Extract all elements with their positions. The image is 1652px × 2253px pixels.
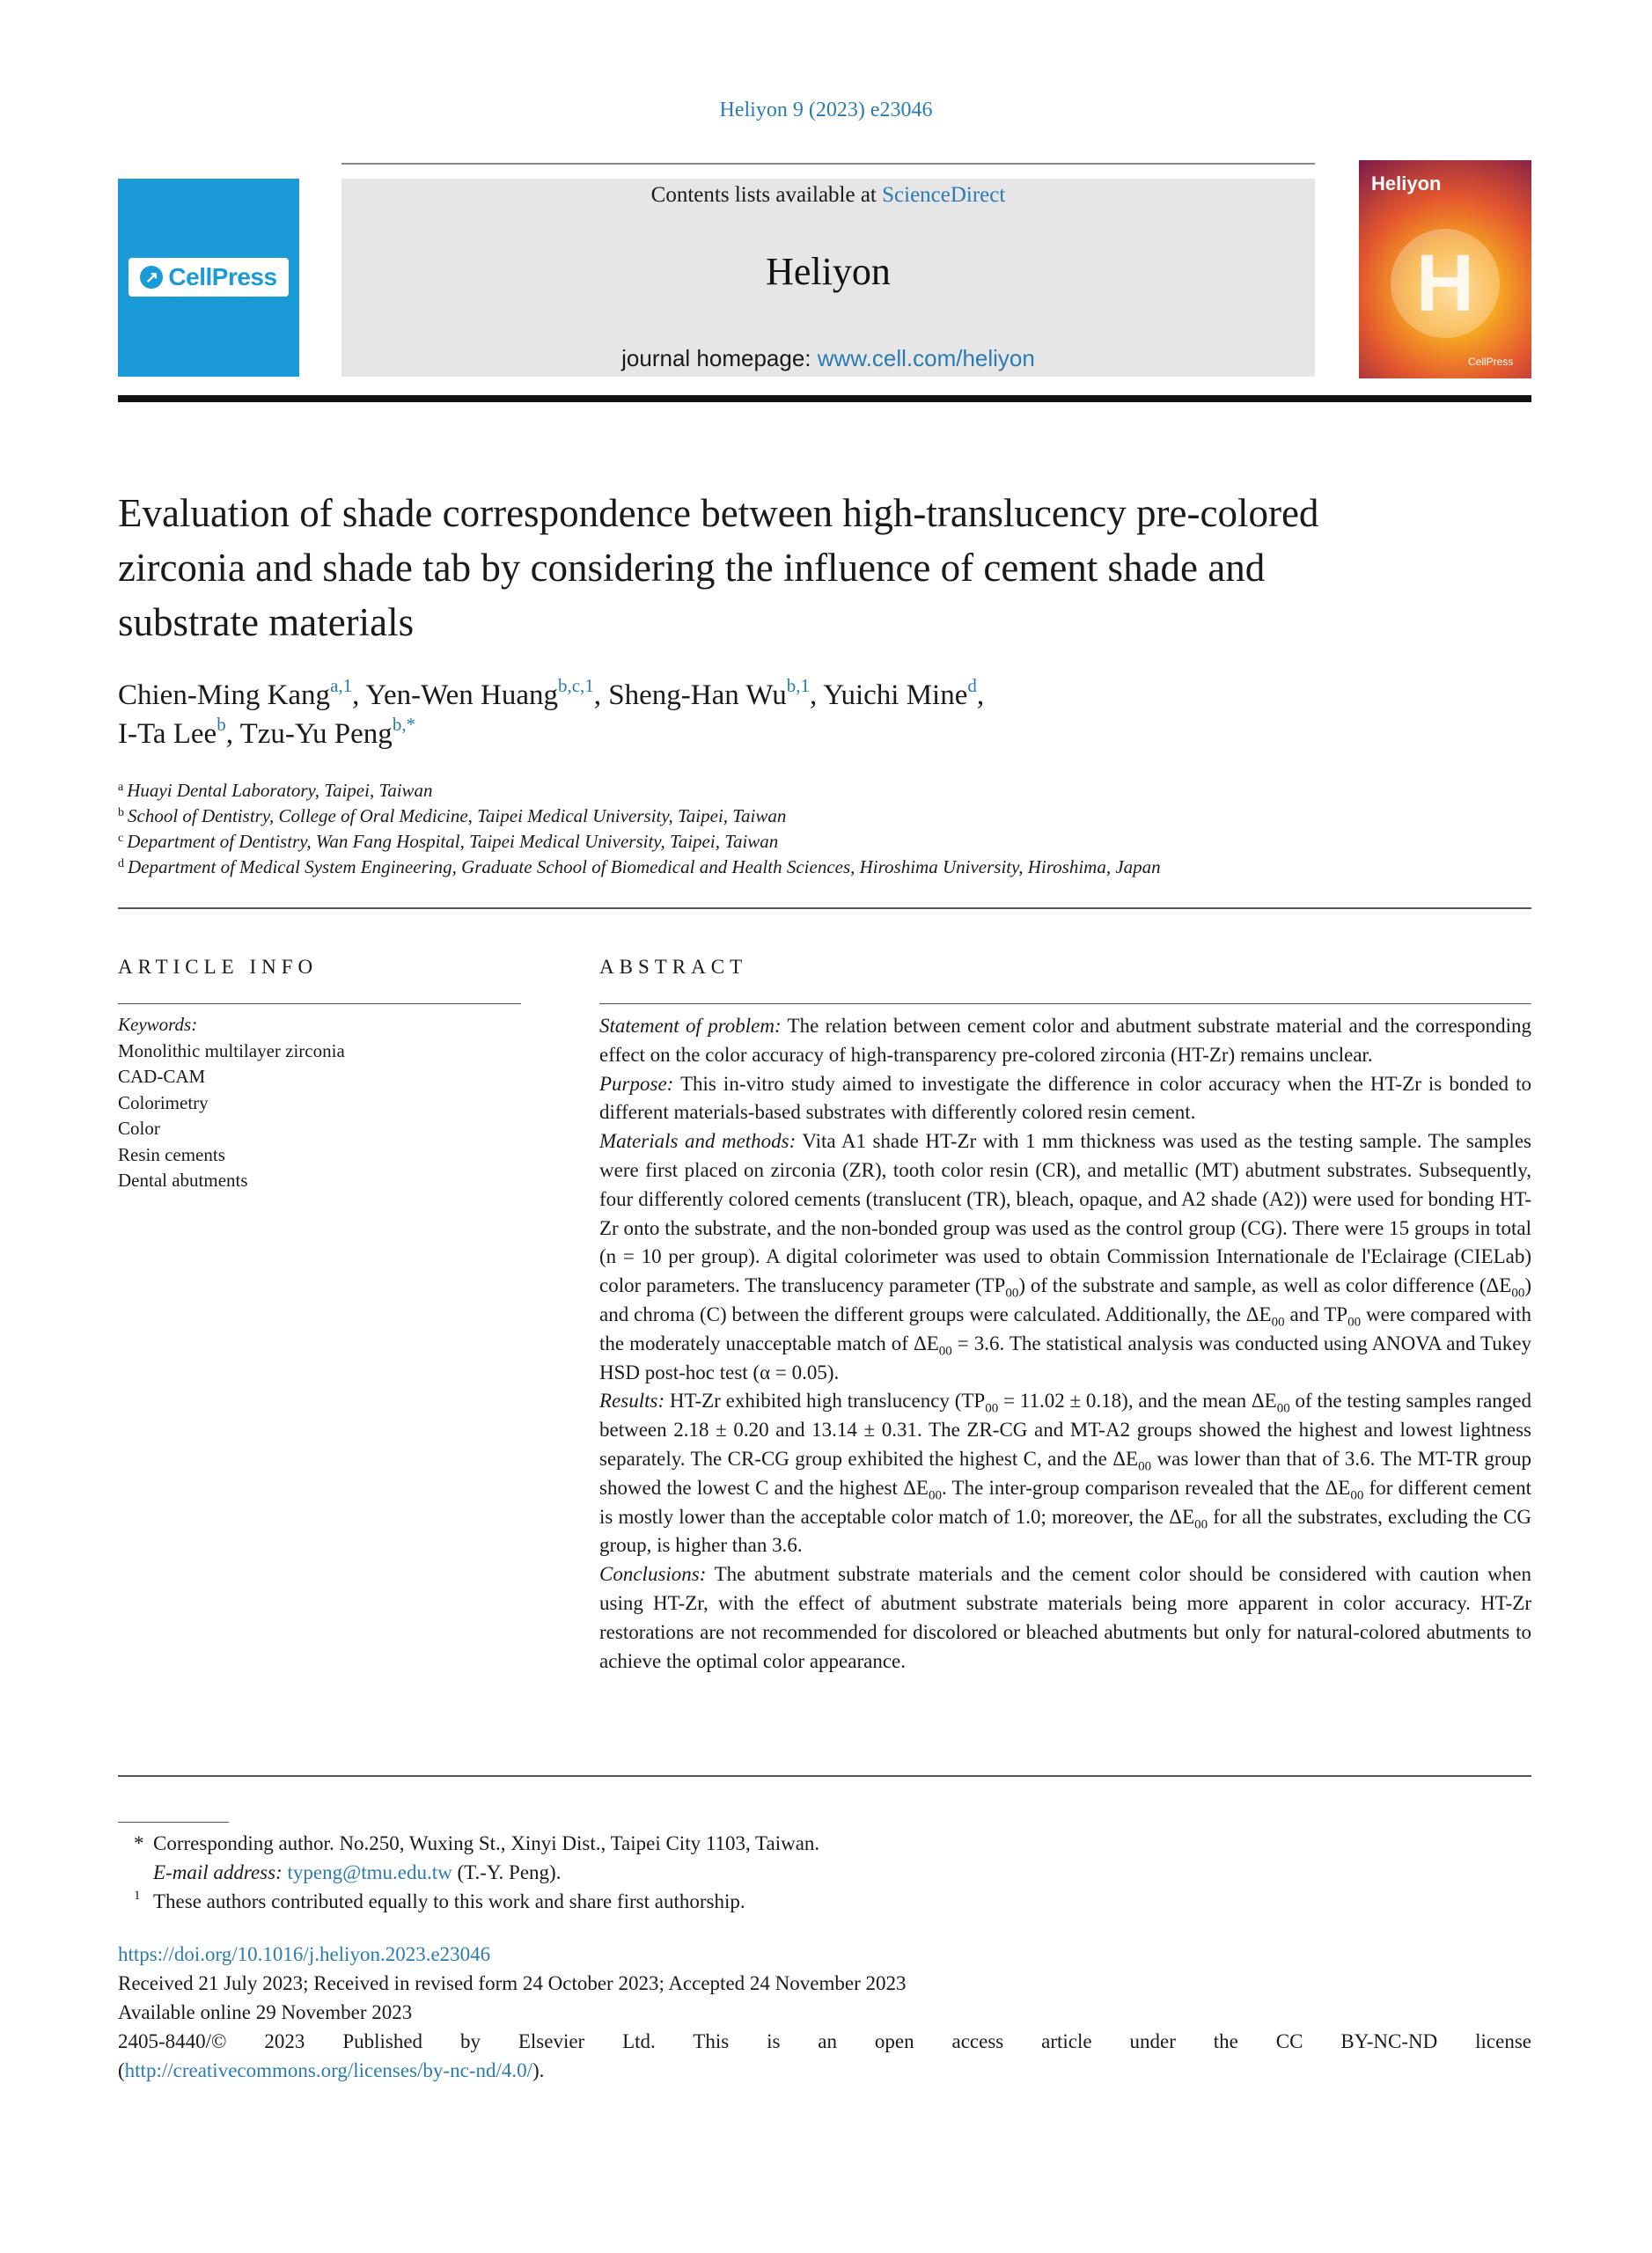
email-suffix: (T.-Y. Peng). bbox=[452, 1861, 562, 1883]
author-affiliation-mark[interactable]: b,1 bbox=[786, 675, 810, 696]
affiliation-list bbox=[118, 778, 1491, 880]
affiliation-item bbox=[118, 855, 1491, 880]
cover-h-emblem bbox=[1391, 229, 1500, 338]
author-affiliation-mark[interactable]: b,c,1 bbox=[557, 675, 594, 696]
author-name[interactable]: Yen-Wen Huang bbox=[365, 679, 558, 711]
affiliation-text: School of Dentistry, College of Oral Medicine, Taipei Medical University, Taipei, Taiwan bbox=[128, 805, 787, 826]
abstract-end-rule bbox=[118, 1775, 1531, 1777]
affiliation-item bbox=[118, 778, 1491, 804]
email-link[interactable]: typeng@tmu.edu.tw bbox=[287, 1861, 452, 1883]
abstract-paragraph bbox=[599, 1387, 1531, 1560]
keyword-item: Color bbox=[118, 1118, 160, 1139]
abstract-section-text: Vita A1 shade HT-Zr with 1 mm thickness was used as the testing sample. The samples were first placed on zirconia (ZR), tooth color resin (CR), and metallic (MT) abutment substrates. Subsequently, four differently colored cements (translucent (TR), bleach, opaque, and A2 shade (A2)) were used for bonding HT-Zr onto the substrate, and the non-bonded group was used as the control group (CG). There were 15 groups in total (n = 10 per group). A digital colorimeter was used to obtain Commission Internationale de l'Eclairage (CIELab) color parameters. The translucency parameter $(TP_{00})$ of the substrate and sample, as well as color difference $(\Delta E_{00})$ and chroma (C) between the different groups were calculated. Additionally, the $\Delta E_{00}$ and $TP_{00}$ were compared with the moderately unacceptable match of $\Delta E_{00} = 3.6$. The statistical analysis was conducted using ANOVA and Tukey HSD post-hoc test (α = 0.05). bbox=[599, 1130, 1532, 1383]
doi-link[interactable]: https://doi.org/10.1016/j.heliyon.2023.e23046 bbox=[118, 1943, 491, 1965]
corresponding-mark: * bbox=[134, 1832, 144, 1854]
abstract-paragraph bbox=[599, 1127, 1531, 1387]
affiliation-mark: d bbox=[118, 857, 124, 870]
author-name[interactable]: Yuichi Mine bbox=[823, 679, 968, 711]
homepage-line bbox=[341, 345, 1315, 372]
author-affiliation-mark[interactable]: b bbox=[217, 714, 226, 735]
affiliation-item bbox=[118, 804, 1491, 829]
header-thick-rule bbox=[118, 395, 1531, 402]
author-name[interactable]: Sheng-Han Wu bbox=[608, 679, 787, 711]
author-separator: , bbox=[593, 679, 609, 711]
section-rule bbox=[118, 907, 1531, 909]
author-name[interactable]: Chien-Ming Kang bbox=[118, 679, 331, 711]
corresponding-footnote bbox=[118, 1829, 1531, 1858]
journal-title: Heliyon bbox=[766, 250, 891, 293]
keyword-item: Colorimetry bbox=[118, 1091, 209, 1113]
cellpress-logo-text: CellPress bbox=[168, 263, 277, 290]
abstract-paragraph bbox=[599, 1070, 1531, 1128]
keywords-block bbox=[118, 1012, 521, 1194]
abstract-rule bbox=[599, 1003, 1531, 1004]
equal-mark: 1 bbox=[134, 1889, 141, 1903]
license-open: ( bbox=[118, 2059, 125, 2081]
article-title: Evaluation of shade correspondence between high-translucency pre-colored zirconia and shade tab by considering the influence of cement shade and substrate materials bbox=[118, 491, 1319, 644]
author-separator: , bbox=[225, 718, 240, 750]
affiliation-text: Huayi Dental Laboratory, Taipei, Taiwan bbox=[127, 780, 433, 801]
author-affiliation-mark[interactable]: b,* bbox=[392, 714, 416, 735]
author-affiliation-mark[interactable]: d bbox=[967, 675, 977, 696]
affiliation-text: Department of Dentistry, Wan Fang Hospital, Taipei Medical University, Taipei, Taiwan bbox=[127, 831, 779, 852]
abstract-section-label: Purpose: bbox=[599, 1072, 674, 1095]
email-footnote bbox=[118, 1858, 1531, 1887]
keyword-item: CAD-CAM bbox=[118, 1066, 206, 1087]
article-meta bbox=[118, 1940, 1531, 2085]
author-separator: , bbox=[352, 679, 366, 711]
received-dates: Received 21 July 2023; Received in revised form 24 October 2023; Accepted 24 November 2023 bbox=[118, 1972, 907, 1994]
abstract-paragraph bbox=[599, 1012, 1531, 1070]
cover-letter: H bbox=[1415, 238, 1475, 328]
author-name[interactable]: Tzu-Yu Peng bbox=[239, 718, 393, 750]
cellpress-mark-icon: ↗ bbox=[140, 266, 163, 289]
abstract-section-text: HT-Zr exhibited high translucency $(TP_{00} = 11.02 \pm 0.18)$, and the mean $\Delta E_{00}$ of the testing samples ranged between 2.18 ± 0.20 and 13.14 ± 0.31. The ZR-CG and MT-A2 groups showed the highest and lowest lightness separately. The CR-CG group exhibited the highest C, and the $\Delta E_{00}$ was lower than that of 3.6. The MT-TR group showed the lowest C and the highest $\Delta E_{00}$. The inter-group comparison revealed that the $\Delta E_{00}$ for different cement is mostly lower than the acceptable color match of 1.0; moreover, the $\Delta E_{00}$ for all the substrates, excluding the CG group, is higher than 3.6. bbox=[599, 1390, 1531, 1557]
email-label: E-mail address: bbox=[153, 1861, 283, 1883]
keywords-list bbox=[118, 1038, 521, 1194]
article-info-rule bbox=[118, 1003, 521, 1004]
affiliation-mark: a bbox=[118, 781, 124, 794]
article-info-heading: ARTICLE INFO bbox=[118, 956, 319, 978]
journal-cover-image[interactable] bbox=[1359, 160, 1531, 378]
equal-text: These authors contributed equally to this work and share first authorship. bbox=[153, 1890, 745, 1912]
cover-title: Heliyon bbox=[1371, 172, 1442, 194]
keyword-item: Dental abutments bbox=[118, 1170, 248, 1191]
author-separator: , bbox=[810, 679, 824, 711]
abstract-heading: ABSTRACT bbox=[599, 956, 748, 978]
abstract-body bbox=[599, 1012, 1531, 1676]
author-name[interactable]: I-Ta Lee bbox=[118, 718, 217, 750]
author-list bbox=[118, 676, 1438, 753]
abstract-section-text: This in-vitro study aimed to investigate the difference in color accuracy when the HT-Zr is bonded to different materials-based substrates with differently colored resin cement. bbox=[599, 1072, 1531, 1124]
author-separator: , bbox=[976, 679, 985, 711]
abstract-section-text: The relation between cement color and abutment substrate material and the corresponding effect on the color accuracy of high-transparency pre-colored zirconia (HT-Zr) remains unclear. bbox=[599, 1015, 1531, 1066]
sciencedirect-link[interactable]: ScienceDirect bbox=[882, 183, 1006, 207]
affiliation-item bbox=[118, 829, 1491, 855]
homepage-prefix: journal homepage: bbox=[621, 345, 818, 371]
keywords-label: Keywords: bbox=[118, 1014, 198, 1035]
license-link[interactable]: http://creativecommons.org/licenses/by-nc-nd/4.0/ bbox=[124, 2059, 532, 2081]
abstract-section-label: Statement of problem: bbox=[599, 1015, 782, 1037]
journal-reference[interactable]: Heliyon 9 (2023) e23046 bbox=[719, 99, 933, 121]
cover-brand: CellPress bbox=[1468, 356, 1514, 368]
corresponding-text: Corresponding author. No.250, Wuxing St., Xinyi Dist., Taipei City 1103, Taiwan. bbox=[153, 1832, 820, 1854]
abstract-section-text: The abutment substrate materials and the cement color should be considered with caution when using HT-Zr, with the effect of abutment substrate materials being more apparent in color accuracy. HT-Zr restorations are not recommended for discolored or bleached abutments but only for natural-colored abutments to achieve the optimal color appearance. bbox=[599, 1563, 1531, 1672]
keyword-item: Monolithic multilayer zirconia bbox=[118, 1039, 345, 1061]
abstract-section-label: Results: bbox=[599, 1390, 665, 1413]
abstract-paragraph bbox=[599, 1560, 1531, 1676]
license-text: 2405-8440/© 2023 Published by Elsevier Ltd. This is an open access article under the CC BY-NC-ND license bbox=[118, 2030, 1531, 2052]
author-affiliation-mark[interactable]: a,1 bbox=[330, 675, 353, 696]
affiliation-mark: b bbox=[118, 806, 124, 819]
license-url-line bbox=[118, 2056, 1531, 2085]
available-online: Available online 29 November 2023 bbox=[118, 2001, 413, 2023]
header-rule bbox=[341, 163, 1315, 165]
license-close: ). bbox=[532, 2059, 545, 2081]
contents-line bbox=[341, 179, 1315, 210]
footnotes bbox=[118, 1829, 1531, 1916]
abstract-section-label: Conclusions: bbox=[599, 1563, 707, 1586]
homepage-link[interactable]: www.cell.com/heliyon bbox=[817, 345, 1035, 371]
affiliation-mark: c bbox=[118, 832, 124, 845]
footnote-rule bbox=[118, 1822, 229, 1823]
equal-contribution-footnote bbox=[118, 1887, 1531, 1916]
keyword-item: Resin cements bbox=[118, 1143, 225, 1165]
cellpress-logo[interactable] bbox=[128, 258, 289, 297]
affiliation-text: Department of Medical System Engineering, Graduate School of Biomedical and Health Sciences, Hiroshima University, Hiroshima, Japan bbox=[128, 856, 1161, 877]
contents-prefix: Contents lists available at bbox=[650, 183, 883, 207]
abstract-section-label: Materials and methods: bbox=[599, 1130, 797, 1153]
